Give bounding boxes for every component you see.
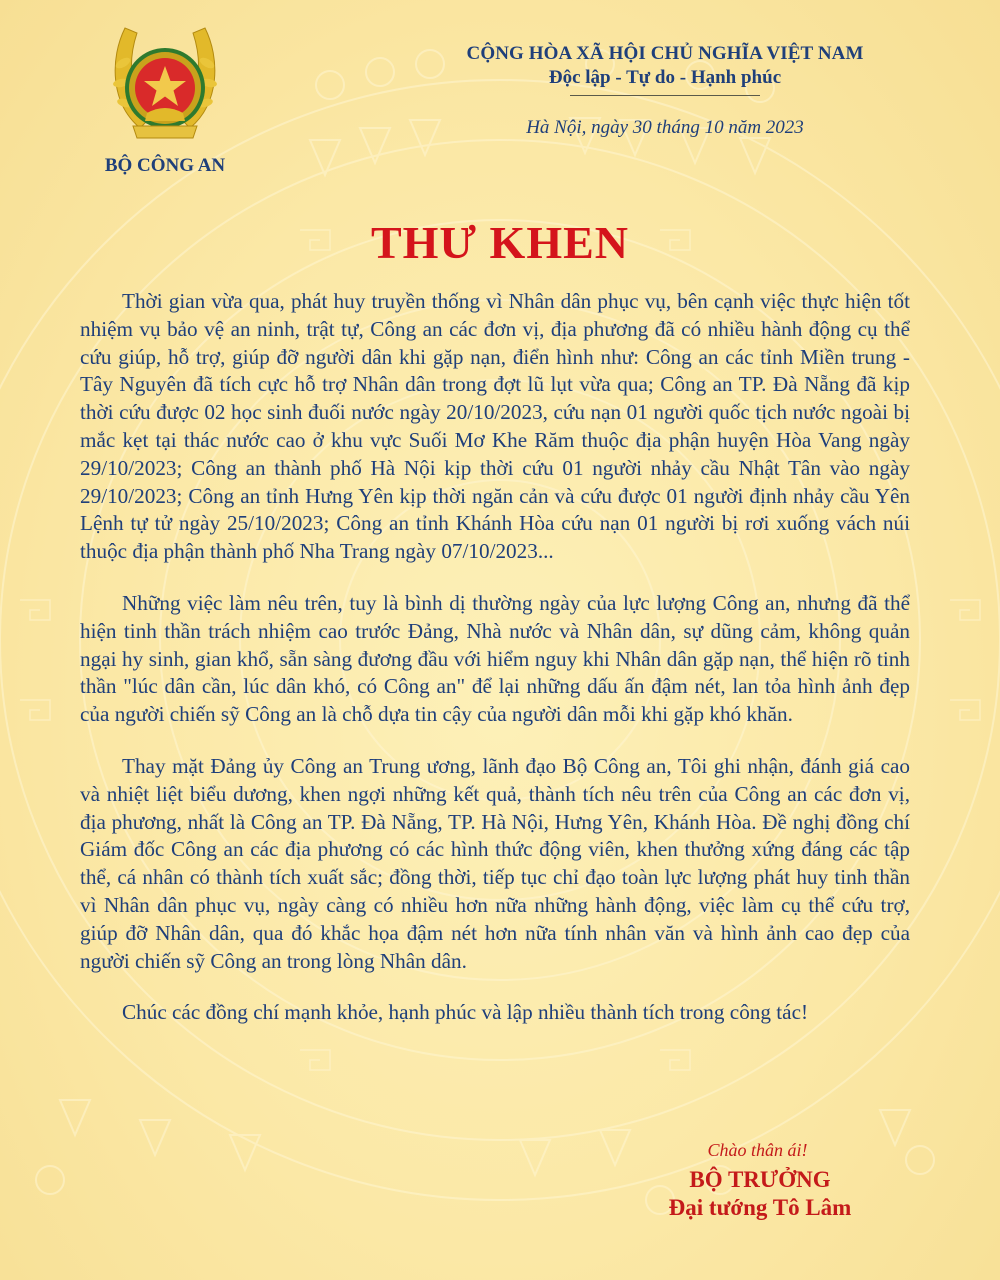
signatory-position: BỘ TRƯỞNG [689, 1167, 831, 1192]
letter-body [80, 288, 910, 1051]
letter-title: THƯ KHEN [370, 217, 630, 268]
national-header [430, 43, 900, 96]
signatory-name: Đại tướng Tô Lâm [668, 1195, 852, 1220]
national-motto: Độc lập - Tự do - Hạnh phúc [548, 67, 782, 88]
closing-greeting: Chào thân ái! [707, 1140, 808, 1160]
paragraph-1: Thời gian vừa qua, phát huy truyền thống vì Nhân dân phục vụ, bên cạnh việc thực hiện tốt nhiệm vụ bảo vệ an ninh, trật tự, Công an các đơn vị, địa phương đã có nhiều hành động cụ thể cứu giúp, hỗ trợ, giúp đỡ người dân khi gặp nạn, điển hình như: Công an các tỉnh Miền trung - Tây Nguyên đã tích cực hỗ trợ Nhân dân trong đợt lũ lụt vừa qua; Công an TP. Đà Nẵng đã kịp thời cứu được 02 học sinh đuối nước ngày 20/10/2023, cứu nạn 01 người quốc tịch nước ngoài bị mắc kẹt tại thác nước cao ở khu vực Suối Mơ Khe Răm thuộc địa phận huyện Hòa Vang ngày 29/10/2023; Công an thành phố Hà Nội kịp thời cứu 01 người nhảy cầu Nhật Tân vào ngày 29/10/2023; Công an tỉnh Hưng Yên kịp thời ngăn cản và cứu được 01 người định nhảy cầu Yên Lệnh tự tử ngày 25/10/2023; Công an tỉnh Khánh Hòa cứu nạn 01 người bị rơi xuống vách núi thuộc địa phận thành phố Nha Trang ngày 07/10/2023... [80, 289, 910, 564]
signature-block [600, 1140, 950, 1221]
motto-underline [570, 95, 760, 96]
paragraph-4: Chúc các đồng chí mạnh khỏe, hạnh phúc và lập nhiều thành tích trong công tác! [122, 1000, 809, 1025]
paragraph-2: Những việc làm nêu trên, tuy là bình dị thường ngày của lực lượng Công an, nhưng đã thể hiện tinh thần trách nhiệm cao trước Đảng, Nhà nước và Nhân dân, sự dũng cảm, không quản ngại hy sinh, gian khổ, sẵn sàng đương đầu với hiểm nguy khi Nhân dân gặp nạn, thể hiện rõ tinh thần "lúc dân cần, lúc dân khó, có Công an" để lại những dấu ấn đậm nét, lan tỏa hình ảnh đẹp của người chiến sỹ Công an là chỗ dựa tin cậy của người dân mỗi khi gặp khó khăn. [80, 590, 910, 727]
police-emblem-icon [105, 18, 225, 148]
ministry-name: BỘ CÔNG AN [104, 155, 226, 176]
national-title: CỘNG HÒA XÃ HỘI CHỦ NGHĨA VIỆT NAM [466, 43, 864, 64]
dateline: Hà Nội, ngày 30 tháng 10 năm 2023 [526, 117, 804, 138]
paragraph-3: Thay mặt Đảng ủy Công an Trung ương, lãnh đạo Bộ Công an, Tôi ghi nhận, đánh giá cao và nhiệt liệt biểu dương, khen ngợi những kết quả, thành tích nêu trên của Công an các đơn vị, địa phương, nhất là Công an TP. Đà Nẵng, TP. Hà Nội, Hưng Yên, Khánh Hòa. Đề nghị đồng chí Giám đốc Công an các địa phương có các hình thức động viên, khen thưởng xứng đáng các tập thể, cá nhân có thành tích xuất sắc; đồng thời, tiếp tục chỉ đạo toàn lực lượng phát huy tinh thần vì Nhân dân phục vụ, ngày càng có nhiều hơn nữa những hành động, việc làm cụ thể cứu trợ, giúp đỡ Nhân dân, qua đó khắc họa đậm nét hơn nữa tính nhân văn và hình ảnh cao đẹp của người chiến sỹ Công an trong lòng Nhân dân. [80, 753, 910, 973]
